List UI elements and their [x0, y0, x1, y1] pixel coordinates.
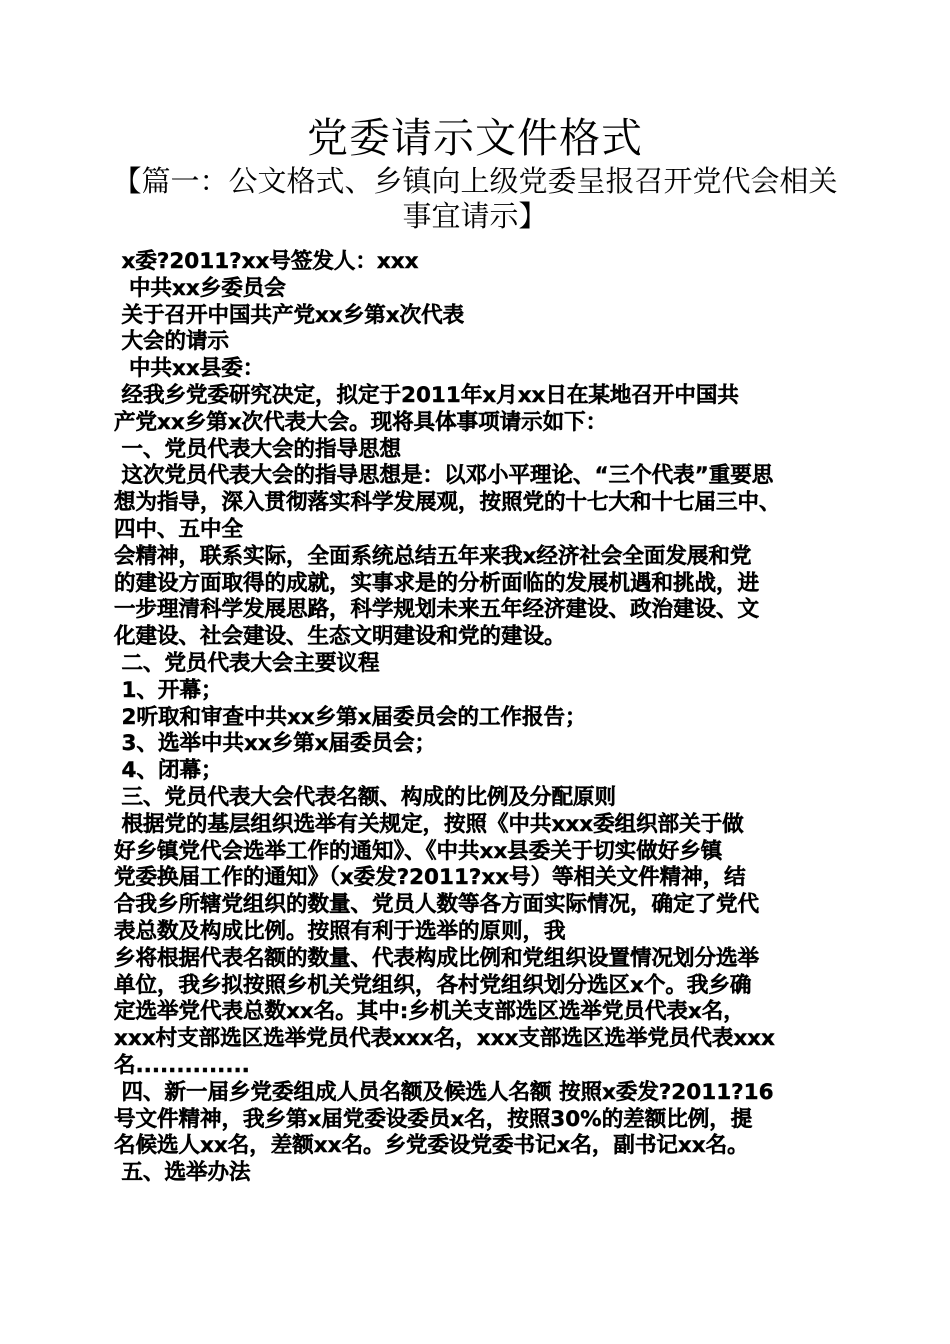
body-line: 一、党员代表大会的指导思想 [114, 436, 401, 462]
body-line: 一步理清科学发展思路，科学规划未来五年经济建设、政治建设、文 [114, 597, 760, 623]
body-line: 的建设方面取得的成就，实事求是的分析面临的发展机遇和挑战，进 [114, 570, 760, 596]
body-line: 四、新一届乡党委组成人员名额及候选人名额 按照x委发?2011?16 [114, 1079, 774, 1105]
body-line: 定选举党代表总数xx名。其中:乡机关支部选区选举党员代表x名， [114, 999, 745, 1025]
body-line: 根据党的基层组织选举有关规定，按照《中共xxx委组织部关于做 [114, 811, 744, 837]
body-line: 名.............. [114, 1052, 250, 1078]
body-line: xxx村支部选区选举党员代表xxx名，xxx支部选区选举党员代表xxx [114, 1026, 775, 1052]
body-line: 2听取和审查中共xx乡第x届委员会的工作报告； [114, 704, 587, 730]
body-line: 四中、五中全 [114, 516, 244, 542]
body-line: 五、选举办法 [114, 1160, 251, 1186]
body-line: x委?2011?xx号签发人：xxx [114, 249, 419, 274]
body-line: 化建设、社会建设、生态文明建设和党的建设。 [114, 624, 566, 650]
body-line: 4、闭幕； [114, 758, 223, 784]
body-line: 关于召开中国共产党xx乡第x次代表 [114, 302, 465, 328]
body-line: 名候选人xx名，差额xx名。乡党委设党委书记x名，副书记xx名。 [114, 1133, 749, 1159]
body-line: 中共xx乡委员会 [114, 275, 286, 301]
body-line: 3、选举中共xx乡第x届委员会； [114, 731, 437, 757]
document-title: 党委请示文件格式 [307, 114, 643, 162]
body-line: 这次党员代表大会的指导思想是：以邓小平理论、“三个代表”重要思 [114, 463, 774, 489]
body-line: 二、党员代表大会主要议程 [114, 650, 380, 676]
body-line: 经我乡党委研究决定，拟定于2011年x月xx日在某地召开中国共 [114, 382, 739, 408]
body-line: 产党xx乡第x次代表大会。现将具体事项请示如下： [114, 409, 608, 435]
document-subtitle: 【篇一：公文格式、乡镇向上级党委呈报召开党代会相关事宜请示】 [112, 164, 838, 233]
body-line: 合我乡所辖党组织的数量、党员人数等各方面实际情况，确定了党代 [114, 892, 760, 918]
body-line: 中共xx县委： [114, 356, 265, 382]
body-line: 乡将根据代表名额的数量、代表构成比例和党组织设置情况划分选举 [114, 945, 760, 971]
body-line: 1、开幕； [114, 677, 223, 703]
body-line: 好乡镇党代会选举工作的通知》、《中共xx县委关于切实做好乡镇 [114, 838, 723, 864]
body-line: 三、党员代表大会代表名额、构成的比例及分配原则 [114, 784, 616, 810]
body-line: 大会的请示 [114, 329, 229, 355]
document-body [114, 249, 840, 1187]
body-line: 号文件精神，我乡第x届党委设委员x名，按照30%的差额比例，提 [114, 1106, 753, 1132]
body-line: 表总数及构成比例。按照有利于选举的原则，我 [114, 918, 566, 944]
body-line: 单位，我乡拟按照乡机关党组织，各村党组织划分选区x个。我乡确 [114, 972, 752, 998]
body-line: 党委换届工作的通知》（x委发?2011?xx号）等相关文件精神，结 [114, 865, 746, 891]
body-line: 会精神，联系实际，全面系统总结五年来我x经济社会全面发展和党 [114, 543, 752, 569]
body-line: 想为指导，深入贯彻落实科学发展观，按照党的十七大和十七届三中、 [114, 490, 781, 516]
